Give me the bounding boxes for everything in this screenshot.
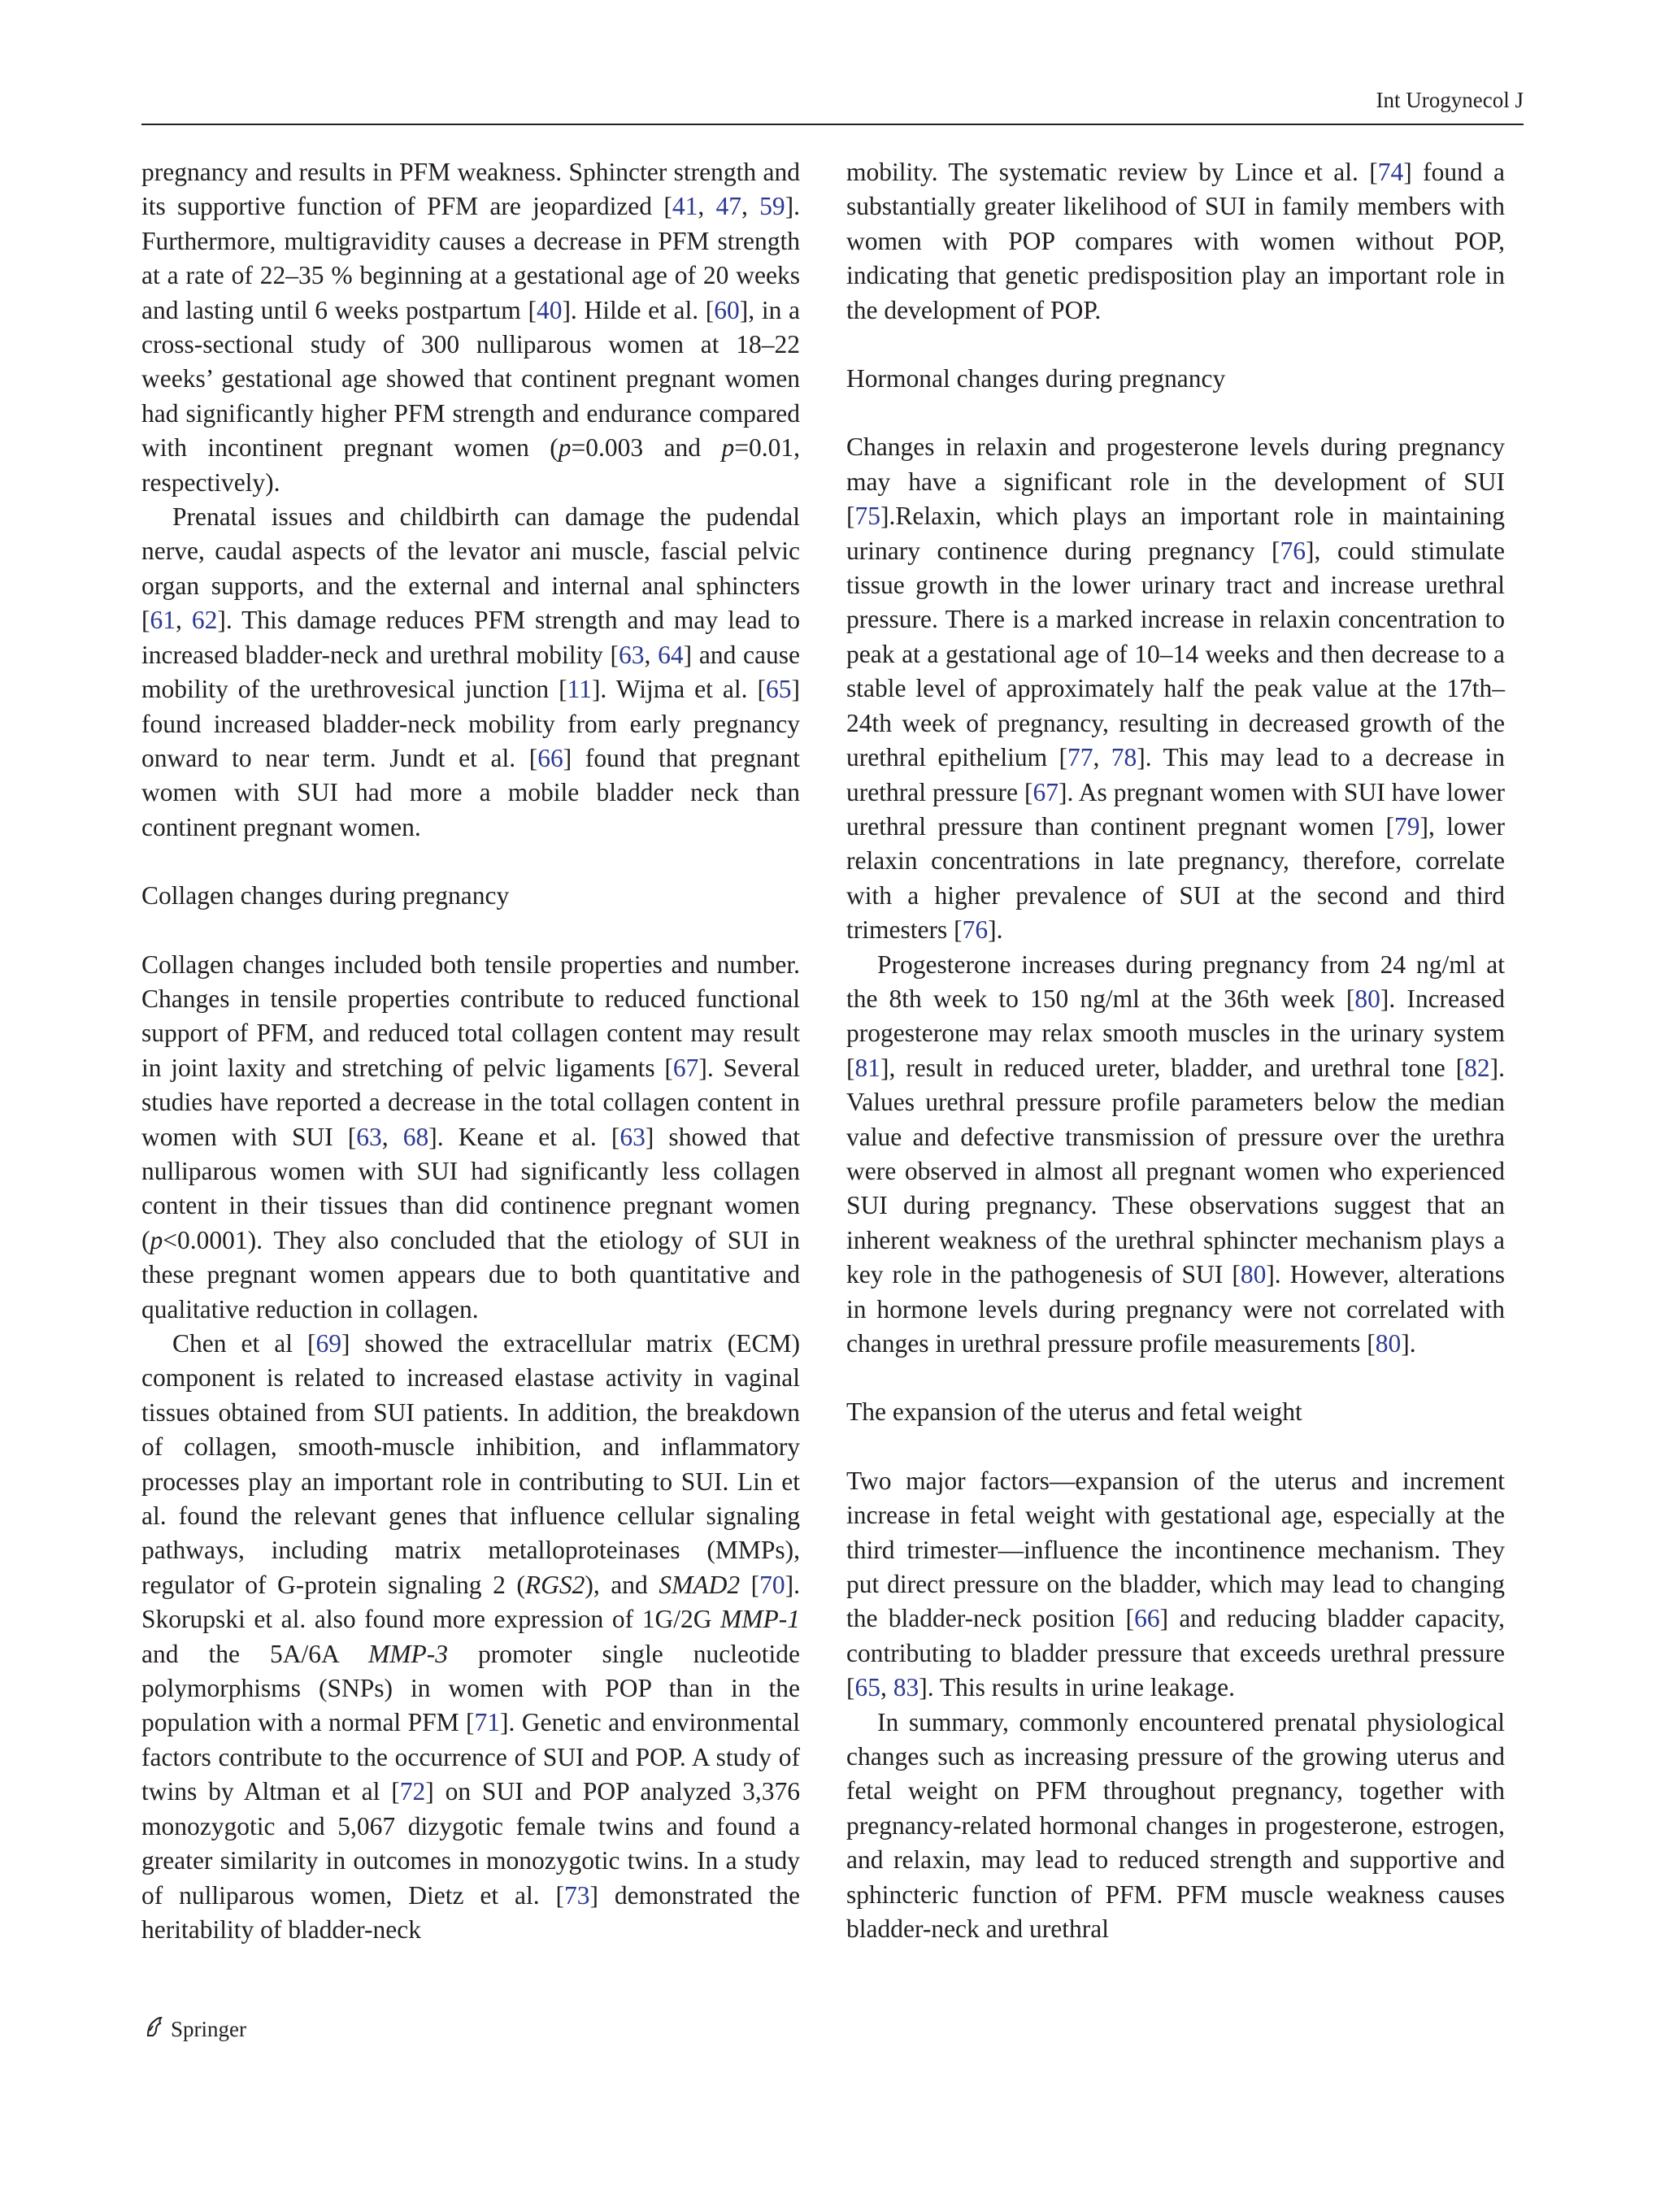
paragraph: Chen et al [69] showed the extracellular matrix (ECM) component is related to increased elastase activity in vaginal tissues obtained from SUI patients. In addition, the breakdown of collagen, smooth-muscle inhibition, and inflammatory processes play an important role in contributing to SUI. Lin et al. found the relevant genes that influence cellular signaling pathways, including matrix metalloproteinases (MMPs), regulator of G-protein signaling 2 (RGS2), and SMAD2 [70]. Skorupski et al. also found more expression of 1G/2G MMP-1 and the 5A/6A MMP-3 promoter single nucleotide polymorphisms (SNPs) in women with POP than in the population with a normal PFM [71]. Genetic and environmental factors contribute to the occurrence of SUI and POP. A study of twins by Altman et al [72] on SUI and POP analyzed 3,376 monozygotic and 5,067 dizygotic female twins and found a greater similarity in outcomes in monozygotic twins. In a study of nulliparous women, Dietz et al. [73] demonstrated the heritability of bladder-neck xyxy=(141,1329,800,1944)
header-rule xyxy=(141,124,1524,125)
citation-link[interactable]: 68 xyxy=(402,1122,429,1151)
paragraph: Prenatal issues and childbirth can damage the pudendal nerve, caudal aspects of the levator ani muscle, fascial pelvic organ supports, and the external and internal anal sphincters [61, 62]. This damage reduces PFM strength and may lead to increased bladder-neck and urethral mobility [63, 64] and cause mobility of the urethrovesical junction [11]. Wijma et al. [65] found increased bladder-neck mobility from early pregnancy onward to near term. Jundt et al. [66] found that pregnant women with SUI had more a mobile bladder neck than continent pregnant women. xyxy=(141,502,801,841)
paragraph: mobility. The systematic review by Lince et al. [74] found a substantially greater likelihood of SUI in family members with women with POP compares with women without POP, indicating that genetic predisposition play an important role in the development of POP. xyxy=(846,158,1505,324)
italic-term: SMAD2 xyxy=(659,1570,741,1599)
citation-link[interactable]: 41 xyxy=(672,192,698,221)
citation-link[interactable]: 59 xyxy=(759,192,785,221)
citation-link[interactable]: 69 xyxy=(315,1329,341,1358)
citation-link[interactable]: 83 xyxy=(893,1673,919,1702)
paragraph: pregnancy and results in PFM weakness. Sphincter strength and its supportive function of PFM are jeopardized [41, 47, 59]. Furthermore, multigravidity causes a decrease in PFM strength at a rate of 22–35 % beginning at a gestational age of 20 weeks and lasting until 6 weeks postpartum [40]. Hilde et al. [60], in a cross-sectional study of 300 nulliparous women at 18–22 weeks’ gestational age showed that continent pregnant women had significantly higher PFM strength and endurance compared with incontinent pregnant women (p=0.003 and p=0.01, respectively). xyxy=(141,158,800,497)
springer-horse-icon xyxy=(141,2014,166,2045)
citation-link[interactable]: 66 xyxy=(537,743,563,772)
citation-link[interactable]: 67 xyxy=(672,1053,699,1082)
citation-link[interactable]: 80 xyxy=(1354,984,1380,1013)
citation-link[interactable]: 63 xyxy=(356,1122,382,1151)
paragraph: Two major factors—expansion of the uterus and increment increase in fetal weight with gestational age, especially at the third trimester—influence the incontinence mechanism. They put direct pressure on the bladder, which may lead to changing the bladder-neck position [66] and reducing bladder capacity, contributing to bladder pressure that exceeds urethral pressure [65, 83]. This results in urine leakage. xyxy=(846,1466,1506,1702)
citation-link[interactable]: 61 xyxy=(150,606,176,635)
citation-link[interactable]: 67 xyxy=(1032,777,1059,806)
citation-link[interactable]: 73 xyxy=(564,1880,590,1910)
section-heading: The expansion of the uterus and fetal weight xyxy=(846,1397,1302,1427)
paragraph: Changes in relaxin and progesterone levels during pregnancy may have a significant role in the development of SUI [75].Relaxin, which plays an important role in maintaining urinary continence during pregnancy [76], could stimulate tissue growth in the lower urinary tract and increase urethral pressure. There is a marked increase in relaxin concentration to peak at a gestational age of 10–14 weeks and then decrease to a stable level of approximately half the peak value at the 17th–24th week of pregnancy, resulting in decreased growth of the urethral epithelium [77, 78]. This may lead to a decrease in urethral pressure [67]. As pregnant women with SUI have lower urethral pressure than continent pregnant women [79], lower relaxin concentrations in late pregnancy, therefore, correlate with a higher prevalence of SUI at the second and third trimesters [76]. xyxy=(846,432,1506,945)
section-heading: Collagen changes during pregnancy xyxy=(141,881,510,910)
citation-link[interactable]: 82 xyxy=(1464,1053,1490,1082)
italic-term: MMP-3 xyxy=(368,1639,449,1668)
citation-link[interactable]: 65 xyxy=(766,675,792,704)
citation-link[interactable]: 80 xyxy=(1240,1260,1267,1289)
citation-link[interactable]: 75 xyxy=(854,502,880,531)
paragraph: Collagen changes included both tensile properties and number. Changes in tensile properties contribute to reduced functional support of PFM, and reduced total collagen content may result in joint laxity and stretching of pelvic ligaments [67]. Several studies have reported a decrease in the total collagen content in women with SUI [63, 68]. Keane et al. [63] showed that nulliparous women with SUI had significantly less collagen content in their tissues than did continence pregnant women (p<0.0001). They also concluded that the etiology of SUI in these pregnant women appears due to both quantitative and qualitative reduction in collagen. xyxy=(141,950,801,1323)
citation-link[interactable]: 78 xyxy=(1111,743,1137,772)
citation-link[interactable]: 71 xyxy=(474,1708,501,1737)
citation-link[interactable]: 74 xyxy=(1377,158,1404,186)
citation-link[interactable]: 11 xyxy=(567,675,592,704)
italic-term: p xyxy=(150,1225,163,1254)
citation-link[interactable]: 62 xyxy=(191,606,218,635)
italic-term: RGS2 xyxy=(524,1570,585,1599)
italic-term: MMP-1 xyxy=(720,1605,800,1634)
paragraph: Progesterone increases during pregnancy from 24 ng/ml at the 8th week to 150 ng/ml at the 36th week [80]. Increased progesterone may relax smooth muscles in the urinary system [81], result in reduced ureter, bladder, and urethral tone [82]. Values urethral pressure profile parameters below the median value and defective transmission of pressure over the urethra were observed in almost all pregnant women who experienced SUI during pregnancy. These observations suggest that an inherent weakness of the urethral sphincter mechanism plays a key role in the pathogenesis of SUI [80]. However, alterations in hormone levels during pregnancy were not correlated with changes in urethral pressure profile measurements [80]. xyxy=(846,950,1505,1358)
citation-link[interactable]: 66 xyxy=(1134,1604,1160,1633)
italic-term: p xyxy=(721,433,735,463)
citation-link[interactable]: 76 xyxy=(962,915,989,945)
citation-link[interactable]: 76 xyxy=(1280,536,1306,565)
footer xyxy=(141,2014,246,2045)
section-heading: Hormonal changes during pregnancy xyxy=(846,364,1226,393)
citation-link[interactable]: 40 xyxy=(536,295,563,324)
publisher-name: Springer xyxy=(171,2017,246,2041)
right-column xyxy=(846,155,1505,1947)
citation-link[interactable]: 72 xyxy=(399,1777,426,1806)
citation-link[interactable]: 65 xyxy=(854,1673,880,1702)
citation-link[interactable]: 81 xyxy=(854,1053,880,1082)
citation-link[interactable]: 47 xyxy=(715,192,741,221)
citation-link[interactable]: 60 xyxy=(714,295,740,324)
citation-link[interactable]: 77 xyxy=(1067,743,1093,772)
citation-link[interactable]: 80 xyxy=(1375,1329,1402,1358)
running-header-journal: Int Urogynecol J xyxy=(1376,88,1524,112)
left-column xyxy=(141,155,800,1947)
citation-link[interactable]: 64 xyxy=(658,640,684,669)
citation-link[interactable]: 63 xyxy=(619,1122,646,1151)
paragraph: In summary, commonly encountered prenatal physiological changes such as increasing pressure of the growing uterus and fetal weight on PFM throughout pregnancy, together with pregnancy-related hormonal changes in progesterone, estrogen, and relaxin, may lead to reduced strength and supportive and sphincteric function of PFM. PFM muscle weakness causes bladder-neck and urethral xyxy=(846,1707,1505,1944)
citation-link[interactable]: 63 xyxy=(619,640,645,669)
citation-link[interactable]: 79 xyxy=(1394,811,1420,841)
italic-term: p xyxy=(558,433,572,463)
citation-link[interactable]: 70 xyxy=(759,1570,785,1599)
